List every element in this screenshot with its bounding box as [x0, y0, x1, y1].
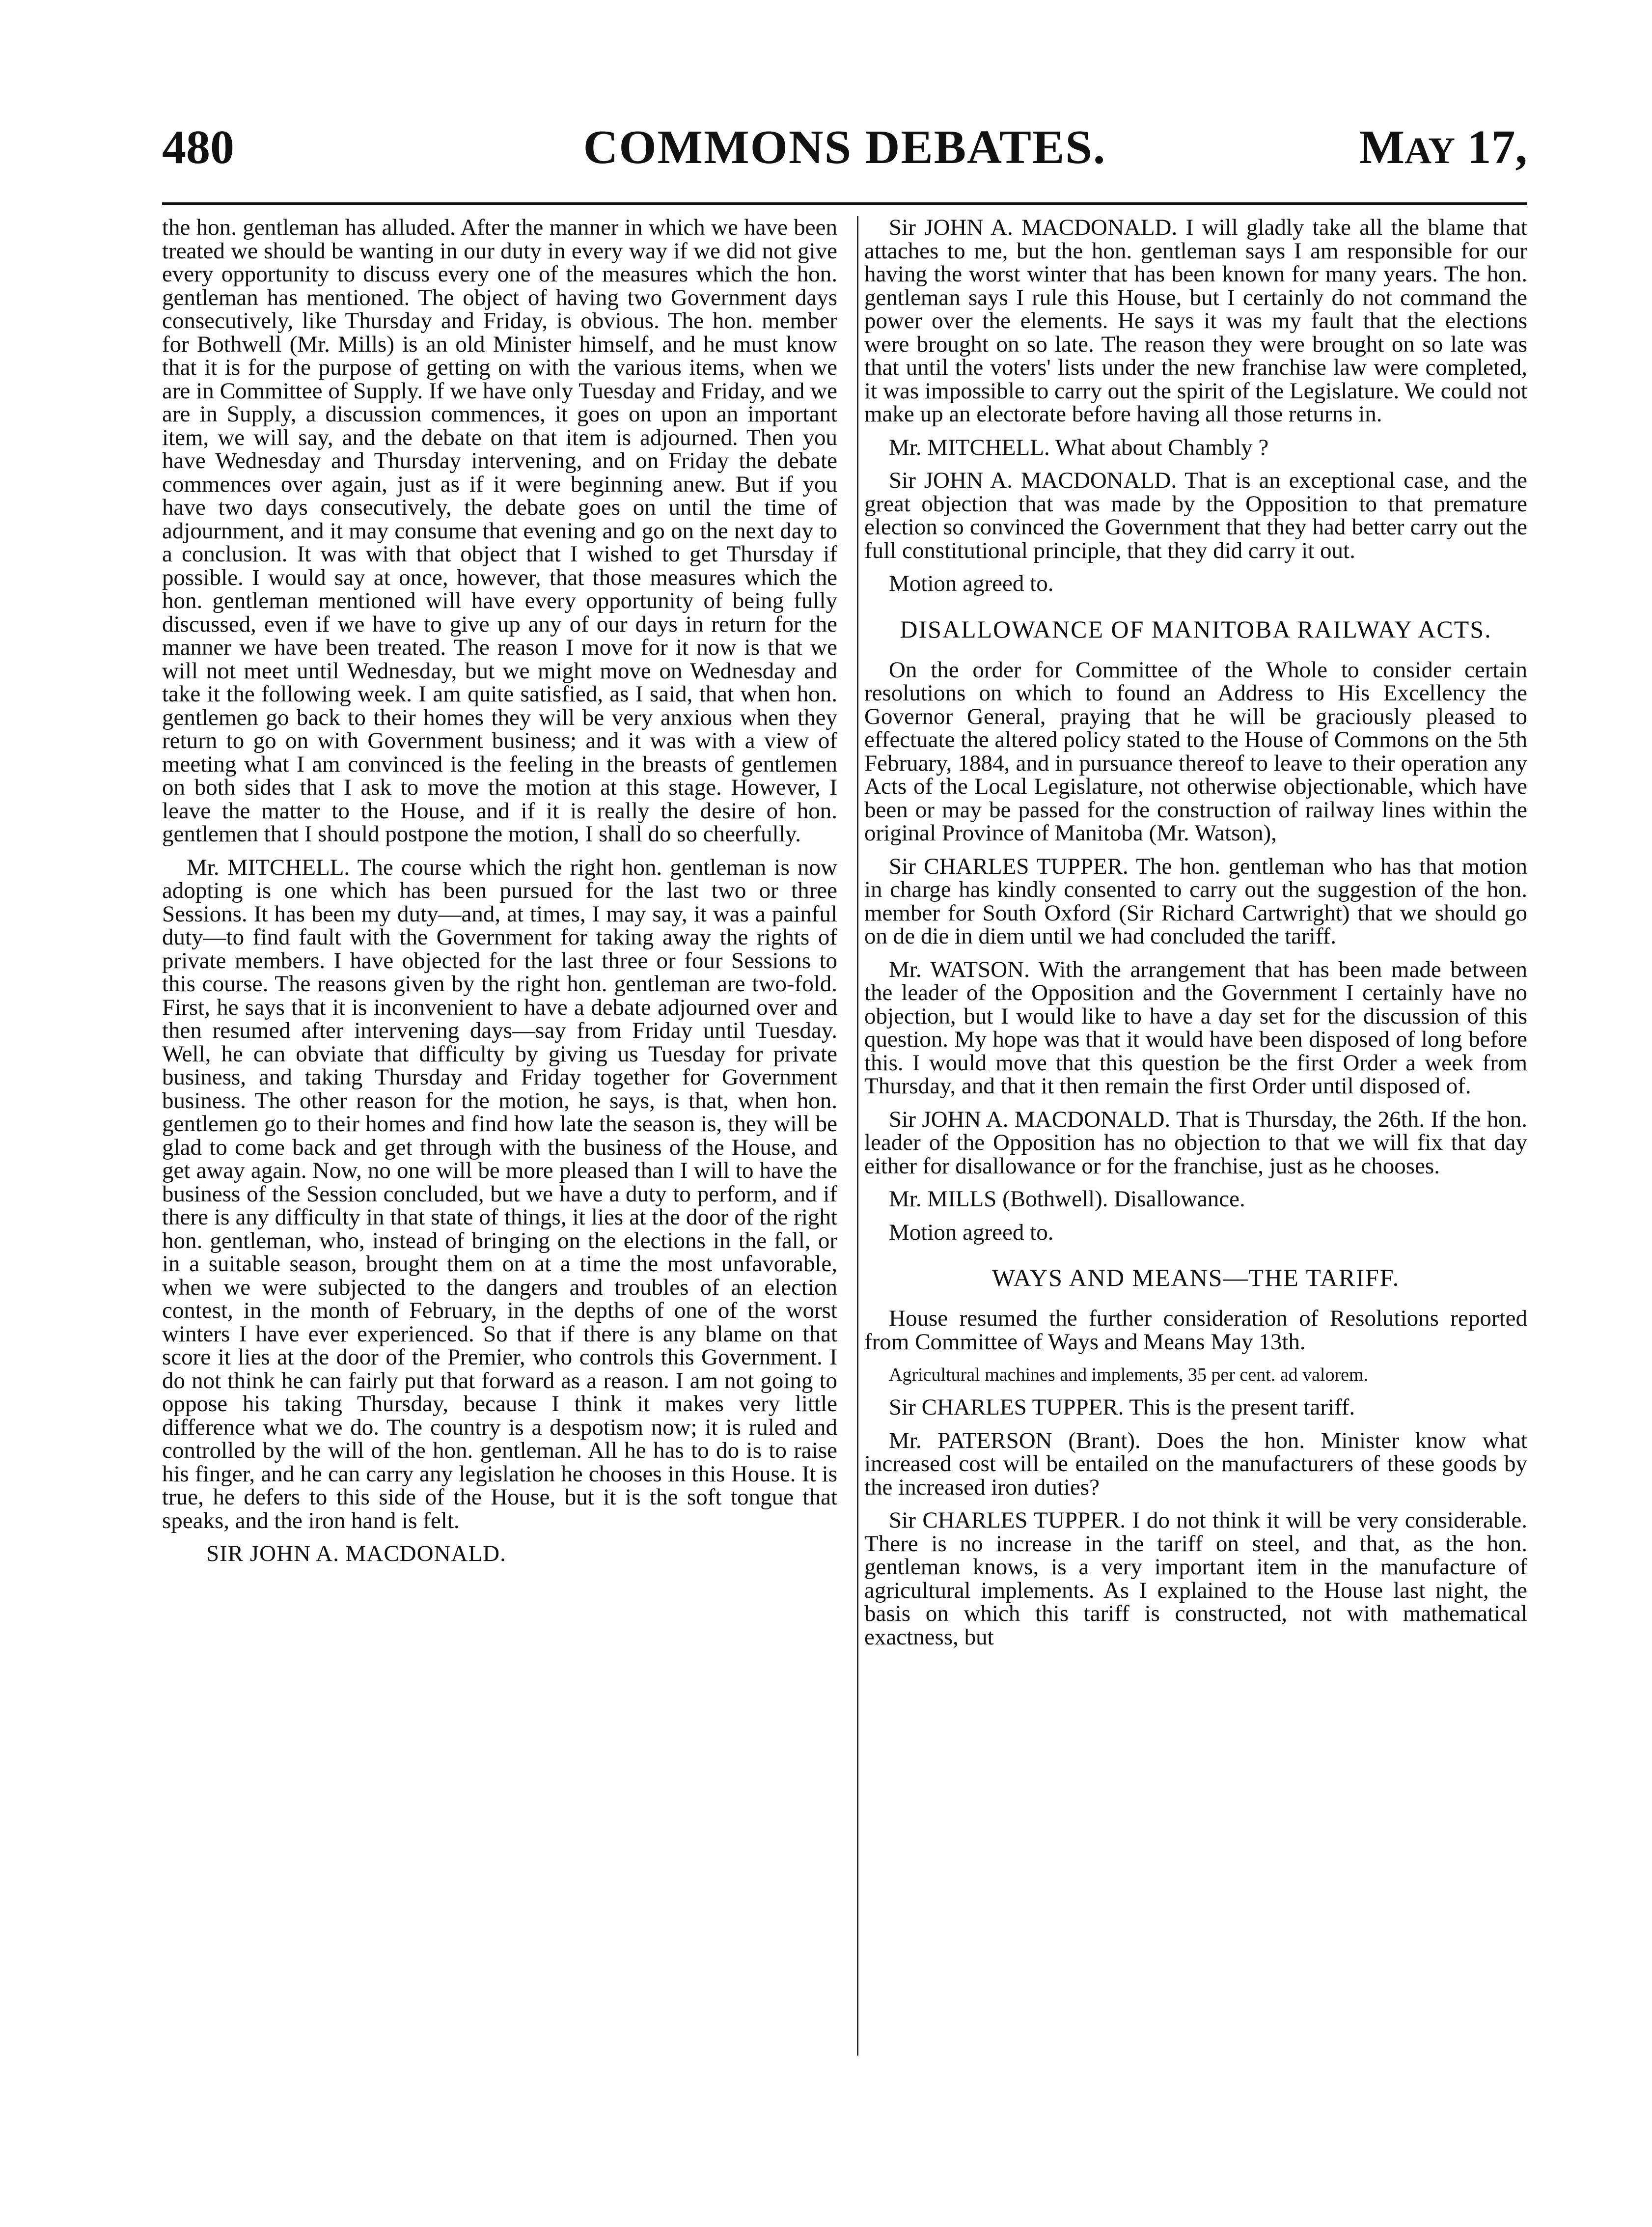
date-day: 17,	[1455, 121, 1527, 174]
page-title: COMMONS DEBATES.	[583, 121, 1106, 174]
paragraph: Sir JOHN A. MACDONALD. I will gladly take all the blame that attaches to me, but the hon. gentleman says I am responsible for our having the worst winter that has been known for many years. The hon. gentleman says I rule this House, but I certainly do not command the power over the elements. He says it was my fault that the elections were brought on so late. The reason they were brought on so late was that until the voters' lists under the new franchise law were completed, it was impossible to carry out the spirit of the Legislature. We could not make up an electorate before having all those returns in.	[864, 215, 1527, 427]
right-column	[864, 216, 1527, 2117]
header-rule	[162, 202, 1527, 205]
date-smallcaps: AY	[1404, 130, 1455, 171]
paragraph: On the order for Committee of the Whole to consider certain resolutions on which to found an Address to His Excellency the Governor General, praying that he will be graciously pleased to effectuate the altered policy stated to the House of Commons on the 5th February, 1884, and in pursuance thereof to leave to their operation any Acts of the Local Legislature, not otherwise objectionable, which have been or may be passed for the construction of railway lines within the original Province of Manitoba (Mr. Watson),	[864, 657, 1527, 846]
paragraph: Mr. MITCHELL. What about Chambly ?	[889, 434, 1269, 460]
section-heading: DISALLOWANCE OF MANITOBA RAILWAY ACTS.	[900, 615, 1492, 643]
closing-speaker: SIR JOHN A. MACDONALD.	[206, 1541, 506, 1566]
paragraph: Mr. PATERSON (Brant). Does the hon. Minister know what increased cost will be entailed on the manufacturers of these goods by the increased iron duties?	[864, 1427, 1527, 1500]
paragraph: Sir JOHN A. MACDONALD. That is an exceptional case, and the great objection that was made by the Opposition to that premature election so convinced the Government that they had better carry out the full constitutional principle, that they did carry it out.	[864, 468, 1527, 563]
left-column	[162, 216, 837, 2117]
paragraph: Sir CHARLES TUPPER. The hon. gentleman who has that motion in charge has kindly consented to carry out the suggestion of the hon. member for South Oxford (Sir Richard Cartwright) that we should go on de die in diem until we had concluded the tariff.	[864, 853, 1527, 949]
resolution-item: Agricultural machines and implements, 35 per cent. ad valorem.	[889, 1364, 1369, 1385]
page-number: 480	[162, 121, 234, 174]
page-date	[1359, 120, 1527, 178]
date-initial: M	[1359, 121, 1405, 174]
paragraph: Motion agreed to.	[889, 1219, 1054, 1245]
section-heading: WAYS AND MEANS—THE TARIFF.	[991, 1264, 1400, 1291]
paragraph: Sir CHARLES TUPPER. This is the present tariff.	[889, 1394, 1355, 1420]
paragraph: Mr. MILLS (Bothwell). Disallowance.	[889, 1186, 1245, 1212]
column-divider	[857, 216, 858, 2056]
paragraph: the hon. gentleman has alluded. After the manner in which we have been treated we should be wanting in our duty in every way if we did not give every opportunity to discuss every one of the measures which the hon. gentleman has mentioned. The object of having two Government days consecutively, like Thursday and Friday, is obvious. The hon. member for Bothwell (Mr. Mills) is an old Minister himself, and he must know that it is for the purpose of getting on with the various items, when we are in Committee of Supply. If we have only Tuesday and Friday, and we are in Supply, a discussion commences, it goes on upon an important item, we will say, and the debate on that item is adjourned. Then you have Wednesday and Thursday intervening, and on Friday the debate commences over again, just as if it were beginning anew. But if you have two days consecutively, the debate goes on until the time of adjournment, and it may consume that evening and go on the next day to a conclusion. It was with that object that I wished to get Thursday if possible. I would say at once, however, that those measures which the hon. gentleman mentioned will have every opportunity of being fully discussed, even if we have to give up any of our days in return for the manner we have been treated. The reason I move for it now is that we will not meet until Wednesday, but we might move on Wednesday and take it the following week. I am quite satisfied, as I said, that when hon. gentlemen go back to their homes they will be very anxious when they return to go on with Government business; and it was with a view of meeting what I am convinced is the feeling in the breasts of gentlemen on both sides that I ask to move the motion at this stage. However, I leave the matter to the House, and if it is really the desire of hon. gentlemen that I should postpone the motion, I shall do so cheerfully.	[162, 215, 837, 847]
paragraph: House resumed the further consideration of Resolutions reported from Committee of Ways and Means May 13th.	[864, 1306, 1527, 1355]
paragraph: Sir CHARLES TUPPER. I do not think it will be very considerable. There is no increase in the tariff on steel, and that, as the hon. gentleman knows, is a very important item in the manufacture of agricultural implements. As I explained to the House last night, the basis on which this tariff is constructed, not with mathematical exactness, but	[864, 1507, 1527, 1650]
paragraph: Sir JOHN A. MACDONALD. That is Thursday, the 26th. If the hon. leader of the Opposition has no objection to that we will fix that day either for disallowance or for the franchise, just as he chooses.	[864, 1106, 1527, 1179]
paragraph: Mr. MITCHELL. The course which the right hon. gentleman is now adopting is one which has been pursued for the last two or three Sessions. It has been my duty—and, at times, I may say, it was a painful duty—to find fault with the Government for taking away the rights of private members. I have objected for the last three or four Sessions to this course. The reasons given by the right hon. gentleman are two-fold. First, he says that it is inconvenient to have a debate adjourned over and then resumed after intervening days—say from Friday until Tuesday. Well, he can obviate that difficulty by giving us Tuesday for private business, and taking Thursday and Friday together for Government business. The other reason for the motion, he says, is that, when hon. gentlemen go to their homes and find how late the season is, they will be glad to come back and get through with the business of the House, and get away again. Now, no one will be more pleased than I will to have the business of the Session concluded, but we have a duty to perform, and if there is any difficulty in that state of things, it lies at the door of the right hon. gentleman, who, instead of bringing on the elections in the fall, or in a suitable season, brought them on at a time the most unfavorable, when we were subjected to the dangers and troubles of an election contest, in the month of February, in the depths of one of the worst winters I have ever experienced. So that if there is any blame on that score it lies at the door of the Premier, who controls this Government. I do not think he can fairly put that forward as a reason. I am not going to oppose his taking Thursday, because I think it makes very little difference what we do. The country is a despotism now; it is ruled and controlled by the will of the hon. gentleman. All he has to do is to raise his finger, and he can carry any legislation he chooses in this House. It is true, he defers to this side of the House, but it is the soft tongue that speaks, and the iron hand is felt.	[162, 854, 837, 1533]
paragraph: Mr. WATSON. With the arrangement that has been made between the leader of the Opposition and the Government I certainly have no objection, but I would like to have a day set for the discussion of this question. My hope was that it would have been disposed of long before this. I would move that this question be the first Order a week from Thursday, and that it then remain the first Order until disposed of.	[864, 956, 1527, 1099]
page-header	[162, 111, 1527, 184]
paragraph: Motion agreed to.	[889, 571, 1054, 596]
